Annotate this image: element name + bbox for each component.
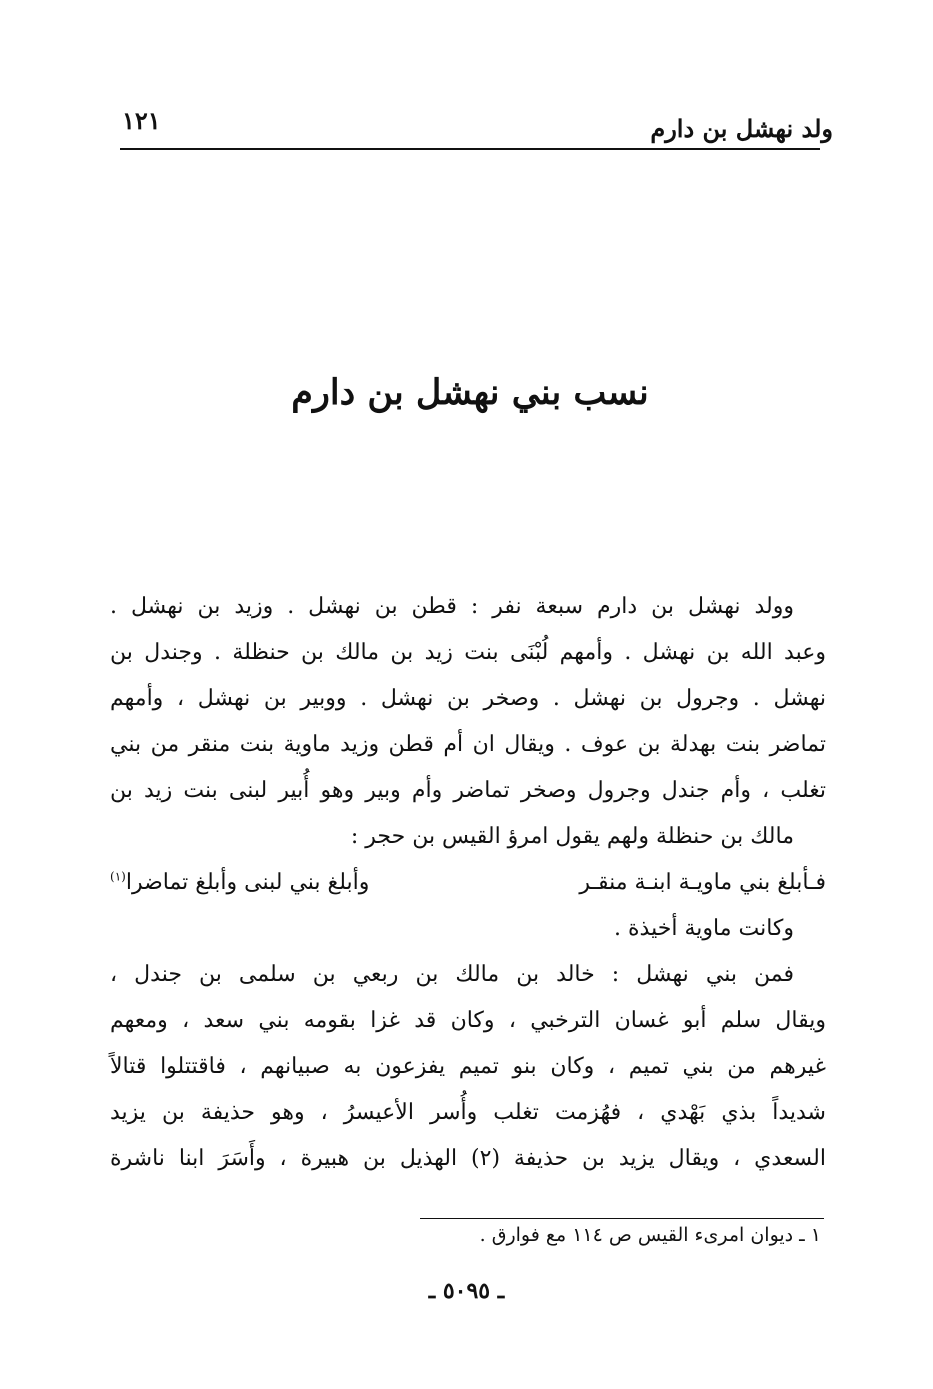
footnote-reference: (١) [110, 869, 126, 884]
verse-hemistich-second: وأبلغ بني لبنى وأبلغ تماضرا$^{(١)}$ [110, 869, 370, 895]
text-line: شديداً بذي بَهْدي ، فهُزمت تغلب وأُسر الأعيسرُ ، وهو حذيفة بن يزيد [110, 1100, 826, 1125]
text-line: وكانت ماوية أخيذة . [614, 916, 794, 941]
text-line: فمن بني نهشل : خالد بن مالك بن ربعي بن سلمى بن جندل ، [110, 962, 794, 987]
page-number: ١٢١ [122, 106, 161, 135]
paragraph-khalid [110, 952, 826, 1182]
chapter-title: نسب بني نهشل بن دارم [291, 372, 649, 413]
text-line: وعبد الله بن نهشل . وأمهم لُبْنَى بنت زيد بن مالك بن حنظلة . وجندل بن [110, 640, 826, 665]
footnote: ١ ـ ديوان امرىء القيس ص ١١٤ مع فوارق . [479, 1224, 821, 1246]
text-line: تماضر بنت بهدلة بن عوف . ويقال ان أم قطن وزيد ماوية بنت منقر من بني [110, 732, 826, 757]
text-line: مالك بن حنظلة ولهم يقول امرؤ القيس بن حجر : [350, 824, 794, 849]
header-divider [120, 148, 820, 150]
body-text [110, 584, 826, 1182]
verse-hemistich-first: فـأبلغ بني ماويـة ابنـة منقـر [579, 870, 826, 895]
running-header-title: ولد نهشل بن دارم [650, 114, 833, 143]
text-line: تغلب ، وأم جندل وجرول وصخر تماضر وأم وبير وهو أُبير لبنى بنت زيد بن [110, 778, 826, 803]
text-line: وولد نهشل بن دارم سبعة نفر : قطن بن نهشل . وزيد بن نهشل . [110, 594, 794, 619]
poem-verse [110, 860, 826, 906]
footnote-divider [420, 1218, 824, 1219]
text-line: ويقال سلم أبو غسان الترخبي ، وكان قد غزا بقومه بني سعد ، ومعهم [110, 1008, 826, 1033]
text-line: السعدي ، ويقال يزيد بن حذيفة (٢) الهذيل بن هبيرة ، وأَسَرَ ابنا ناشرة [110, 1146, 826, 1171]
text-line: نهشل . وجرول بن نهشل . وصخر بن نهشل . ووبير بن نهشل ، وأمهم [110, 686, 826, 711]
paragraph-lineage [110, 584, 826, 860]
text-line: غيرهم من بني تميم ، وكان بنو تميم يفزعون به صبيانهم ، فاقتتلوا قتالاً [110, 1054, 826, 1079]
paragraph-note [110, 906, 826, 952]
folio-number: ـ ٥٠٩٥ ـ [428, 1278, 505, 1304]
